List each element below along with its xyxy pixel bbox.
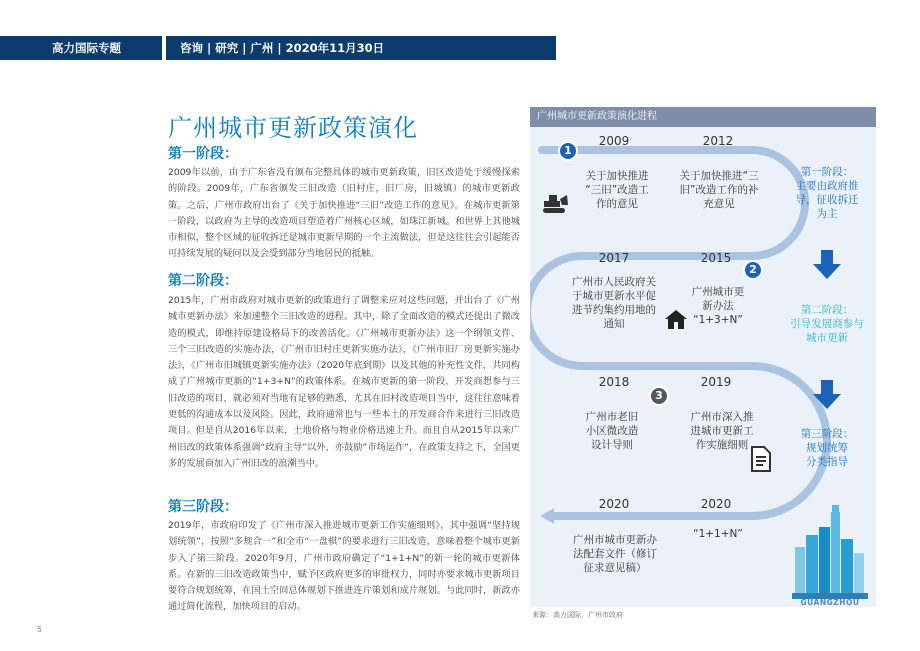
event-2019-text: 广州市深入推 进城市更新工 作实施细则: [690, 411, 754, 451]
phase-2-label: [786, 303, 868, 345]
stage-1-heading: 第一阶段：: [168, 146, 238, 162]
event-2009: [574, 169, 660, 211]
timeline-panel: [530, 107, 876, 607]
event-2018: [572, 410, 652, 452]
phase-down-arrow-1: [813, 250, 841, 279]
year-2012: 2012: [702, 134, 734, 148]
guangzhou-skyline: [792, 505, 868, 599]
event-2009-text: 关于加快推进 “三旧”改造工 作的意见: [585, 170, 649, 210]
stage-1-body: 2009年以前，由于广东省没有颁布完整具体的城市更新政策，旧区改造处于缓慢探索的阶段。2009年，广东省颁发三旧改造（旧村庄，旧厂房，旧城镇）的城市更新政策。之后，广州市政府出台了《关于加快推进“三旧”改造工作的意见》。在城市更新第一阶段，以政府为主导的改造项目塑造着广州核心区域，如珠江新城。和世界上其他城市相似，整个区域的征收拆迁是城市更新早期的一个主流做法，但是这往往会引起能否可持续发展的疑问以及会受到部分当地居民的抵触。: [168, 167, 520, 260]
page-title: 广州城市更新政策演化: [168, 114, 418, 142]
event-2012: [664, 169, 774, 211]
event-2015: [678, 285, 758, 327]
phase-3-label: [786, 427, 868, 469]
bulldozer-icon: [540, 189, 570, 217]
phase-3-text: 第三阶段： 规划统筹 分类指导: [800, 428, 854, 468]
event-2020-right: [680, 527, 756, 541]
stage-3-heading: 第三阶段：: [168, 499, 238, 515]
stage-badge-2: 2: [743, 260, 763, 280]
year-2020-left: 2020: [598, 497, 630, 511]
stage-3-body: 2019年，市政府印发了《广州市深入推进城市更新工作实施细则》，其中强调“坚持规划统领”，按照“多规合一”和全市“一盘棋”的要求进行三旧改造，意味着整个城市更新步入了第三阶段。2020年9月，广州市政府确定了“1+1+N”的新一轮的城市更新体系。在新的三旧改造政策当中，赋予区政府更多的审批权力，同时亦要求城市更新项目要符合规划统筹，在国土空间总体规划下推进连片策划和成片规划。与此同时，新政亦通过简化流程，加快项目的启动。: [168, 520, 520, 613]
event-2020-left-text: 广州市城市更新办 法配套文件（修订 征求意见稿）: [573, 534, 657, 574]
event-2012-text: 关于加快推进“三 旧”改造工作的补 充意见: [679, 170, 759, 210]
event-2017-text: 广州市人民政府关 于城市更新水平促 进节约集约用地的 通知: [572, 276, 656, 330]
phase-1-label: [786, 165, 868, 221]
event-2020-right-text: “1+1+N”: [693, 528, 743, 540]
header-meta: 咨询 | 研究 | 广州 | 2020年11月30日: [166, 36, 556, 60]
phase-1-text: 第一阶段： 主要由政府推 导，征收拆迁 为主: [795, 166, 859, 220]
stage-badge-3: 3: [649, 386, 669, 406]
source-note: 来源：高力国际，广州市政府: [532, 611, 623, 619]
year-2019: 2019: [700, 375, 732, 389]
timeline-arrow-head: [540, 508, 554, 524]
document-icon: [750, 445, 772, 473]
header-section-tag: 高力国际专题: [0, 36, 162, 60]
event-2018-text: 广州市老旧 小区微改造 设计导则: [585, 411, 639, 451]
event-2020-left: [560, 533, 670, 575]
city-label: GUANGZHOU: [800, 598, 860, 607]
year-2009: 2009: [598, 134, 630, 148]
stage-2-heading: 第二阶段：: [168, 273, 238, 289]
page-number: 5: [37, 625, 43, 634]
year-2020-right: 2020: [700, 497, 732, 511]
year-2017: 2017: [598, 251, 630, 265]
timeline-panel-title: 广州城市更新政策演化进程: [530, 107, 876, 127]
stage-badge-1: 1: [558, 141, 578, 161]
year-2018: 2018: [598, 375, 630, 389]
stage-2-body: 2015年，广州市政府对城市更新的政策进行了调整来应对这些问题，并出台了《广州城市更新办法》来加速整个三旧改造的进程。其中，除了全面改造的模式还提出了微改造的模式，即维持原建设格局下的改善活化。《广州城市更新办法》这一个纲领文件、三个三旧改造的实施办法，《广州市旧村庄更新实施办法》，《广州市旧厂房更新实施办法》，《广州市旧城镇更新实施办法》（2020年底到期）以及其他的补充性文件，共同构成了广州城市更新的“1+3+N”的政策体系。在城市更新的第一阶段，开发商想参与三旧改造的项目，就必须对当地有足够的熟悉，尤其在旧村改造项目当中，这往往意味着更低的沟通成本以及风险。因此，政府通常也与一些本土的开发商合作来进行三旧改造项目。但是自从2016年以来，土地价格与物业价格迅速上升。而且自从2015年以来广州旧改的政策体系强调“政府主导”以外，亦鼓励“市场运作”，在政策支持之下，全国更多的发展商加入广州旧改的浪潮当中。: [168, 295, 520, 469]
year-2015: 2015: [700, 251, 732, 265]
event-2015-text: 广州城市更 新办法 “1+3+N”: [691, 286, 745, 326]
phase-2-text: 第二阶段： 引导发展商参与 城市更新: [790, 304, 864, 344]
event-2017: [558, 275, 670, 331]
house-icon: [662, 307, 690, 331]
